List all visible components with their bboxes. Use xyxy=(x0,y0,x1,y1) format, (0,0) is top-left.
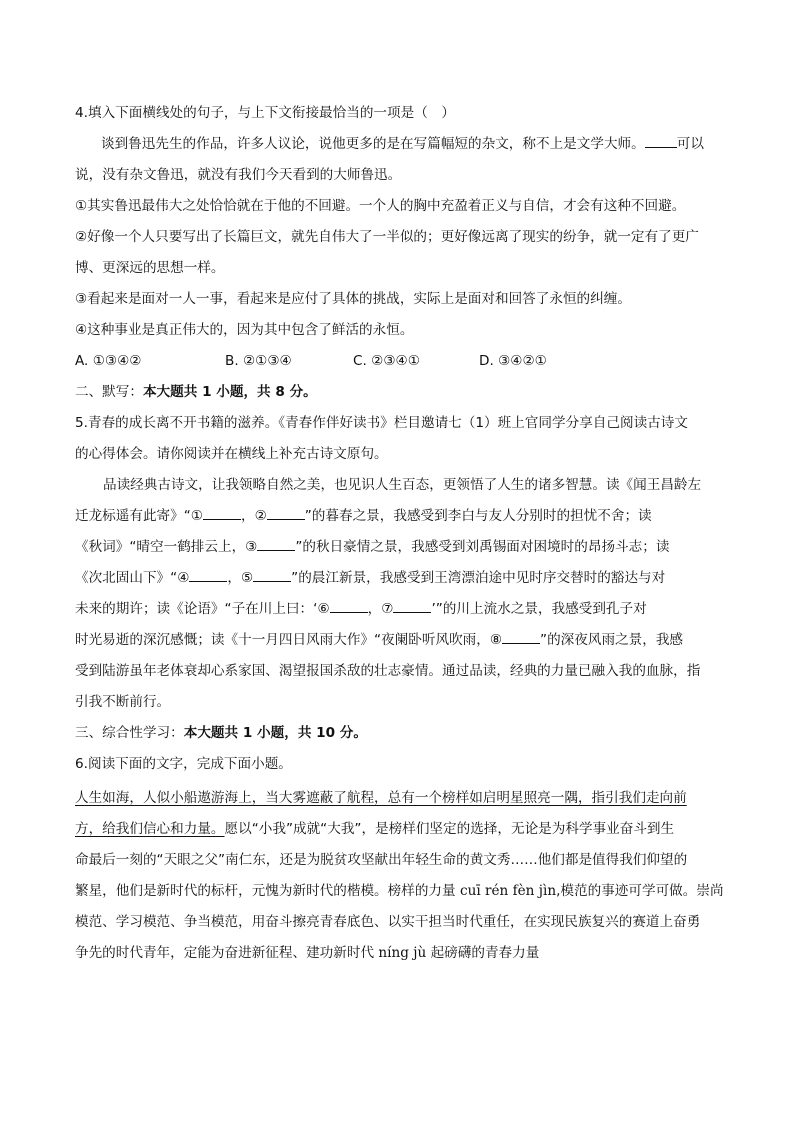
passage-text: ”的深夜风雨之景，我感 xyxy=(540,632,684,648)
q4-passage-line-1 xyxy=(101,135,704,153)
answer-blank xyxy=(645,135,677,148)
passage-text: 起磅礴的青春力量 xyxy=(426,945,540,961)
passage-text: 《秋词》“晴空一鹤排云上，③ xyxy=(75,539,258,555)
section-label: 三、综合性学习： xyxy=(75,725,184,741)
pinyin-prompt: cuī rén fèn jìn xyxy=(459,883,557,899)
q5-passage-line-5 xyxy=(75,600,647,618)
q4-sentence-4: ④这种事业是真正伟大的，因为其中包含了鲜活的永恒。 xyxy=(75,322,414,338)
blank-1[interactable] xyxy=(203,507,241,520)
blank-8[interactable] xyxy=(502,631,540,644)
passage-text: ，② xyxy=(240,508,267,524)
blank-7[interactable] xyxy=(393,600,431,613)
q6-text-line-5: 模范、学习模范、争当模范，用奋斗擦亮青春底色、以实干担当时代重任，在实现民族复兴的赛道上奋勇 xyxy=(75,914,701,930)
passage-text: 《次北固山下》“④ xyxy=(75,570,190,586)
q5-passage-line-4 xyxy=(75,569,665,587)
passage-text: ”的秋日豪情之景，我感受到刘禹锡面对困境时的昂扬斗志；读 xyxy=(295,539,670,555)
q5-passage-line-2 xyxy=(75,507,652,525)
q4-sentence-2: ②好像一个人只要写出了长篇巨文，就先自伟大了一半似的；更好像远离了现实的纷争，就一定有了更广 xyxy=(75,229,699,245)
option-b: B. ②①③④ xyxy=(225,353,292,369)
passage-text: ,模范的事迹可学可做。崇尚 xyxy=(556,883,724,899)
passage-text: ”的晨江新景，我感受到王湾漂泊途中见时序交替时的豁达与对 xyxy=(291,570,666,586)
passage-text: 时光易逝的深沉感慨；读《十一月四日风雨大作》“夜阑卧听风吹雨，⑧ xyxy=(75,632,503,648)
passage-text: 繁星，他们是新时代的标杆，元愧为新时代的楷模。榜样的力量 xyxy=(75,883,460,899)
blank-2[interactable] xyxy=(267,507,305,520)
passage-text: 谈到鲁迅先生的作品，许多人议论，说他更多的是在写篇幅短的杂文，称不上是文学大师。 xyxy=(101,136,645,152)
passage-text: ，⑦ xyxy=(367,601,394,617)
pinyin-prompt: níng jù xyxy=(378,945,427,961)
blank-4[interactable] xyxy=(189,569,227,582)
section-3-heading xyxy=(75,724,367,742)
q6-stem: 6.阅读下面的文字，完成下面小题。 xyxy=(75,756,292,772)
section-2-heading xyxy=(75,383,317,401)
q6-text-line-3: 命最后一刻的“天眼之父”南仁东，还是为脱贫攻坚献出年轻生命的黄文秀……他们都是值得我们仰望的 xyxy=(75,852,688,868)
underlined-sentence: 人生如海，人似小船遨游海上，当大雾遮蔽了航程，总有一个榜样如启明星照亮一隅，指引我们走向前 xyxy=(75,790,687,806)
q5-stem-line-1: 5.青春的成长离不开书籍的滋养。《青春作伴好读书》栏目邀请七（1）班上官同学分享自己阅读古诗文 xyxy=(75,415,688,431)
q5-passage-line-1: 品读经典古诗文，让我领略自然之美，也见识人生百态，更领悟了人生的诸多智慧。读《闻王昌龄左 xyxy=(103,477,702,493)
q4-passage-line-2: 说，没有杂文鲁迅，就没有我们今天看到的大师鲁迅。 xyxy=(75,167,402,183)
q5-passage-line-6 xyxy=(75,631,683,649)
q6-text-line-2 xyxy=(75,820,674,838)
q6-text-line-4 xyxy=(75,882,724,900)
q6-text-line-6 xyxy=(75,944,539,962)
q5-stem-line-2: 的心得体会。请你阅读并在横线上补充古诗文原句。 xyxy=(75,446,388,462)
q4-sentence-3: ③看起来是面对一人一事，看起来是应付了具体的挑战，实际上是面对和回答了永恒的纠缠。 xyxy=(75,291,631,307)
option-d: D. ③④②① xyxy=(479,353,547,369)
passage-text: ’”的川上流水之景，我感受到孔子对 xyxy=(431,601,647,617)
passage-text: 愿以“小我”成就“大我”，是榜样们坚定的选择，无论是为科学事业奋斗到生 xyxy=(224,821,675,837)
q5-passage-line-3 xyxy=(75,538,669,556)
q4-sentence-1: ①其实鲁迅最伟大之处恰恰就在于他的不回避。一个人的胸中充盈着正义与自信，才会有这种不回避。 xyxy=(75,198,686,214)
section-info: 本大题共 1 小题，共 10 分。 xyxy=(183,725,367,741)
passage-text: 可以 xyxy=(676,136,704,152)
section-info: 本大题共 1 小题，共 8 分。 xyxy=(142,384,317,400)
passage-text: 争先的时代青年，定能为奋进新征程、建功新时代 xyxy=(75,945,379,961)
q4-stem: 4.填入下面横线处的句子，与上下文衔接最恰当的一项是（ ） xyxy=(75,105,455,121)
q6-text-line-1 xyxy=(75,789,687,807)
passage-text: ”的暮春之景，我感受到李白与友人分别时的担忧不舍；读 xyxy=(304,508,652,524)
underlined-sentence: 方，给我们信心和力量。 xyxy=(75,821,225,837)
option-a: A. ①③④② xyxy=(75,353,142,369)
passage-text: ，⑤ xyxy=(227,570,254,586)
blank-5[interactable] xyxy=(253,569,291,582)
section-label: 二、默写： xyxy=(75,384,143,400)
passage-text: 迁龙标遥有此寄》“① xyxy=(75,508,203,524)
q5-passage-line-7: 受到陆游虽年老体衰却心系家国、渴望报国杀敌的壮志豪情。通过品读，经典的力量已融入我的血脉，指 xyxy=(75,663,701,679)
q5-passage-line-8: 引我不断前行。 xyxy=(75,694,171,710)
passage-text: 未来的期许；读《论语》“子在川上曰：‘⑥ xyxy=(75,601,330,617)
q4-sentence-2-cont: 博、更深远的思想一样。 xyxy=(75,260,225,276)
blank-6[interactable] xyxy=(330,600,368,613)
blank-3[interactable] xyxy=(257,538,295,551)
option-c: C. ②③④① xyxy=(353,353,420,369)
